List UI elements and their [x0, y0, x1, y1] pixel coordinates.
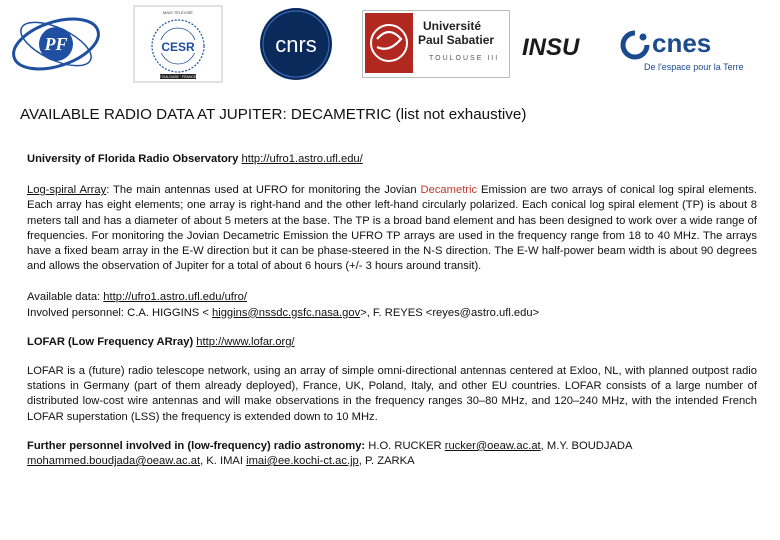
- further-heading: Further personnel involved in (low-frequency) radio astronomy:: [27, 439, 366, 452]
- personnel-mid: >, F. REYES <reyes@astro.ufl.edu>: [360, 306, 540, 319]
- ufro-heading: University of Florida Radio Observatory: [27, 153, 239, 165]
- further-p2: , M.Y. BOUDJADA: [540, 439, 632, 452]
- cnes-tagline: De l'espace pour la Terre: [644, 62, 744, 72]
- further-p4: , P. ZARKA: [358, 455, 415, 468]
- ofp-logo: [6, 6, 106, 80]
- further-p3: , K. IMAI: [200, 455, 247, 468]
- ups-line1: Université: [423, 19, 482, 33]
- ups-emblem: [363, 11, 415, 75]
- array-decametric: Decametric: [420, 184, 478, 197]
- available-label: Available data:: [27, 291, 104, 304]
- logo-strip: [0, 0, 780, 92]
- personnel-line: [27, 306, 757, 321]
- svg-text:cnrs: cnrs: [275, 32, 317, 57]
- svg-text:CESR: CESR: [161, 40, 195, 54]
- array-text-b: Emission are two arrays of conical log spiral elements. Each array has eight elements; one array is right-hand and the other left-hand circularly polarized. Each conical log spiral element (TP) is about 8 meters tall and has a diameter of about 5 meters at the base. The TP is a broad band element and has been designed to work over a wide range of frequencies. For monitoring the Jovian Decametric Emission the UFRO TP arrays are used in the frequency range from 18 to 40 MHz. The arrays have a fixed beam array in the E-W direction but it can be phase-steered in the N-S direction. The E-W half-power beam width is about 90 degrees and allows the observation of Jupiter for a total of about 6 hours (+/- 3 hours around transit).: [27, 184, 757, 273]
- imai-email-link[interactable]: imai@ee.kochi-ct.ac.jp: [246, 455, 359, 468]
- array-paragraph: [27, 183, 757, 274]
- svg-text:MAIS TÉLÉVISÉ: MAIS TÉLÉVISÉ: [163, 10, 193, 15]
- lofar-heading: LOFAR (Low Frequency ARray): [27, 335, 194, 348]
- cnrs-logo: [256, 6, 336, 82]
- svg-text:TOULOUSE · FRANCE: TOULOUSE · FRANCE: [159, 75, 197, 79]
- page-title: AVAILABLE RADIO DATA AT JUPITER: DECAMETRIC (list not exhaustive): [20, 106, 527, 123]
- insu-logo: INSU: [522, 34, 580, 61]
- cnes-emblem: [620, 30, 650, 60]
- ups-line3: TOULOUSE III: [429, 55, 500, 62]
- further-p1: H.O. RUCKER: [365, 439, 445, 452]
- cesr-logo: [130, 4, 226, 84]
- rucker-email-link[interactable]: rucker@oeaw.ac.at: [444, 439, 541, 452]
- higgins-email-link[interactable]: higgins@nssdc.gsfc.nasa.gov: [212, 306, 361, 319]
- available-data-link[interactable]: http://ufro1.astro.ufl.edu/ufro/: [103, 291, 247, 304]
- svg-text:PF: PF: [44, 34, 68, 54]
- ups-line2: Paul Sabatier: [418, 33, 495, 47]
- ufro-heading-line: [27, 152, 757, 167]
- further-personnel: [27, 439, 757, 469]
- document-body: [27, 152, 757, 469]
- array-label: Log-spiral Array: [27, 184, 107, 197]
- ufro-link[interactable]: http://ufro1.astro.ufl.edu/: [241, 153, 363, 165]
- available-data-line: [27, 290, 757, 305]
- lofar-paragraph: LOFAR is a (future) radio telescope network, using an array of simple omni-directional antennas centered at Exloo, NL, with planned outpost radio stations in Germany (part of them already deployed), France, UK, Poland, Italy, and other EU countries. LOFAR consists of a large number of distributed low-cost wire antennas and will make observations in the frequency ranges 30–80 MHz, and 120–240 MHz, with the intended French LOFAR superstation (LSS) the frequency is extended down to 10 MHz.: [27, 365, 757, 423]
- lofar-link[interactable]: http://www.lofar.org/: [196, 335, 295, 348]
- ups-logo: [362, 10, 510, 78]
- lofar-heading-line: [27, 335, 757, 350]
- array-text-a: : The main antennas used at UFRO for monitoring the Jovian: [106, 184, 421, 197]
- cnes-wordmark: cnes: [652, 28, 712, 58]
- personnel-label: Involved personnel: C.A. HIGGINS <: [27, 306, 212, 319]
- boudjada-email-link[interactable]: mohammed.boudjada@oeaw.ac.at: [27, 455, 201, 468]
